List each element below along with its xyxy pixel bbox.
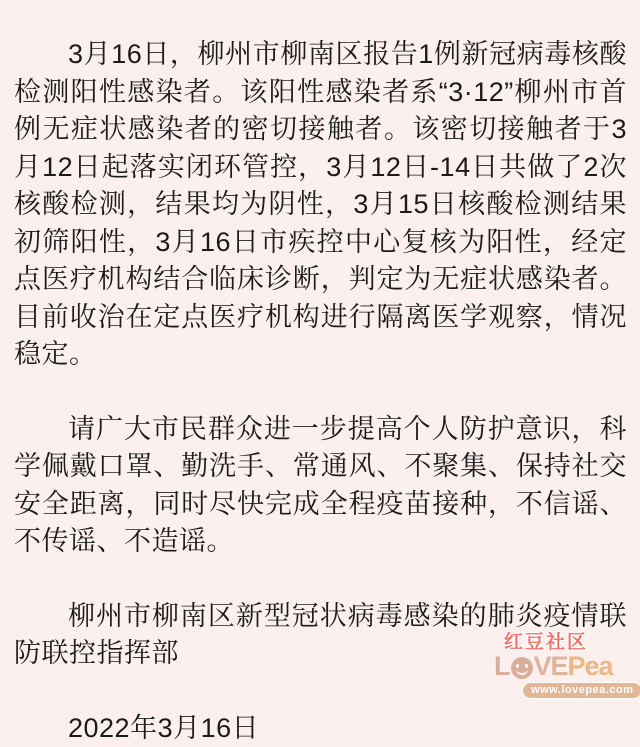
watermark-logo [494, 633, 634, 699]
community-name-label: 红豆社区 [504, 633, 634, 652]
paragraph-public-advice: 请广大市民群众进一步提高个人防护意识，科学佩戴口罩、勤洗手、常通风、不聚集、保持社交安全距离，同时尽快完成全程疫苗接种，不信谣、不传谣、不造谣。 [14, 411, 627, 561]
brand-letters-pea: Pea [568, 651, 613, 681]
paragraph-case-report: 3月16日，柳州市柳南区报告1例新冠病毒核酸检测阳性感染者。该阳性感染者系“3·12”柳州市首例无症状感染者的密切接触者。该密切接触者于3月12日起落实闭环管控，3月12日-14日共做了2次核酸检测，结果均为阴性，3月15日核酸检测结果初筛阳性，3月16日市疾控中心复核为阳性，经定点医疗机构结合临床诊断，判定为无症状感染者。目前收治在定点医疗机构进行隔离医学观察，情况稳定。 [14, 36, 627, 374]
brand-letters-ve: VE [534, 651, 568, 681]
paragraph-issuing-authority: 柳州市柳南区新型冠状病毒感染的肺炎疫情联防联控指挥部 [14, 598, 627, 673]
smiley-face-icon [511, 657, 533, 679]
url-banner: www.lovepea.com [522, 682, 640, 699]
paragraph-date: 2022年3月16日 [14, 710, 627, 747]
brand-wordmark [494, 653, 634, 680]
brand-letter-l: L [494, 651, 510, 681]
